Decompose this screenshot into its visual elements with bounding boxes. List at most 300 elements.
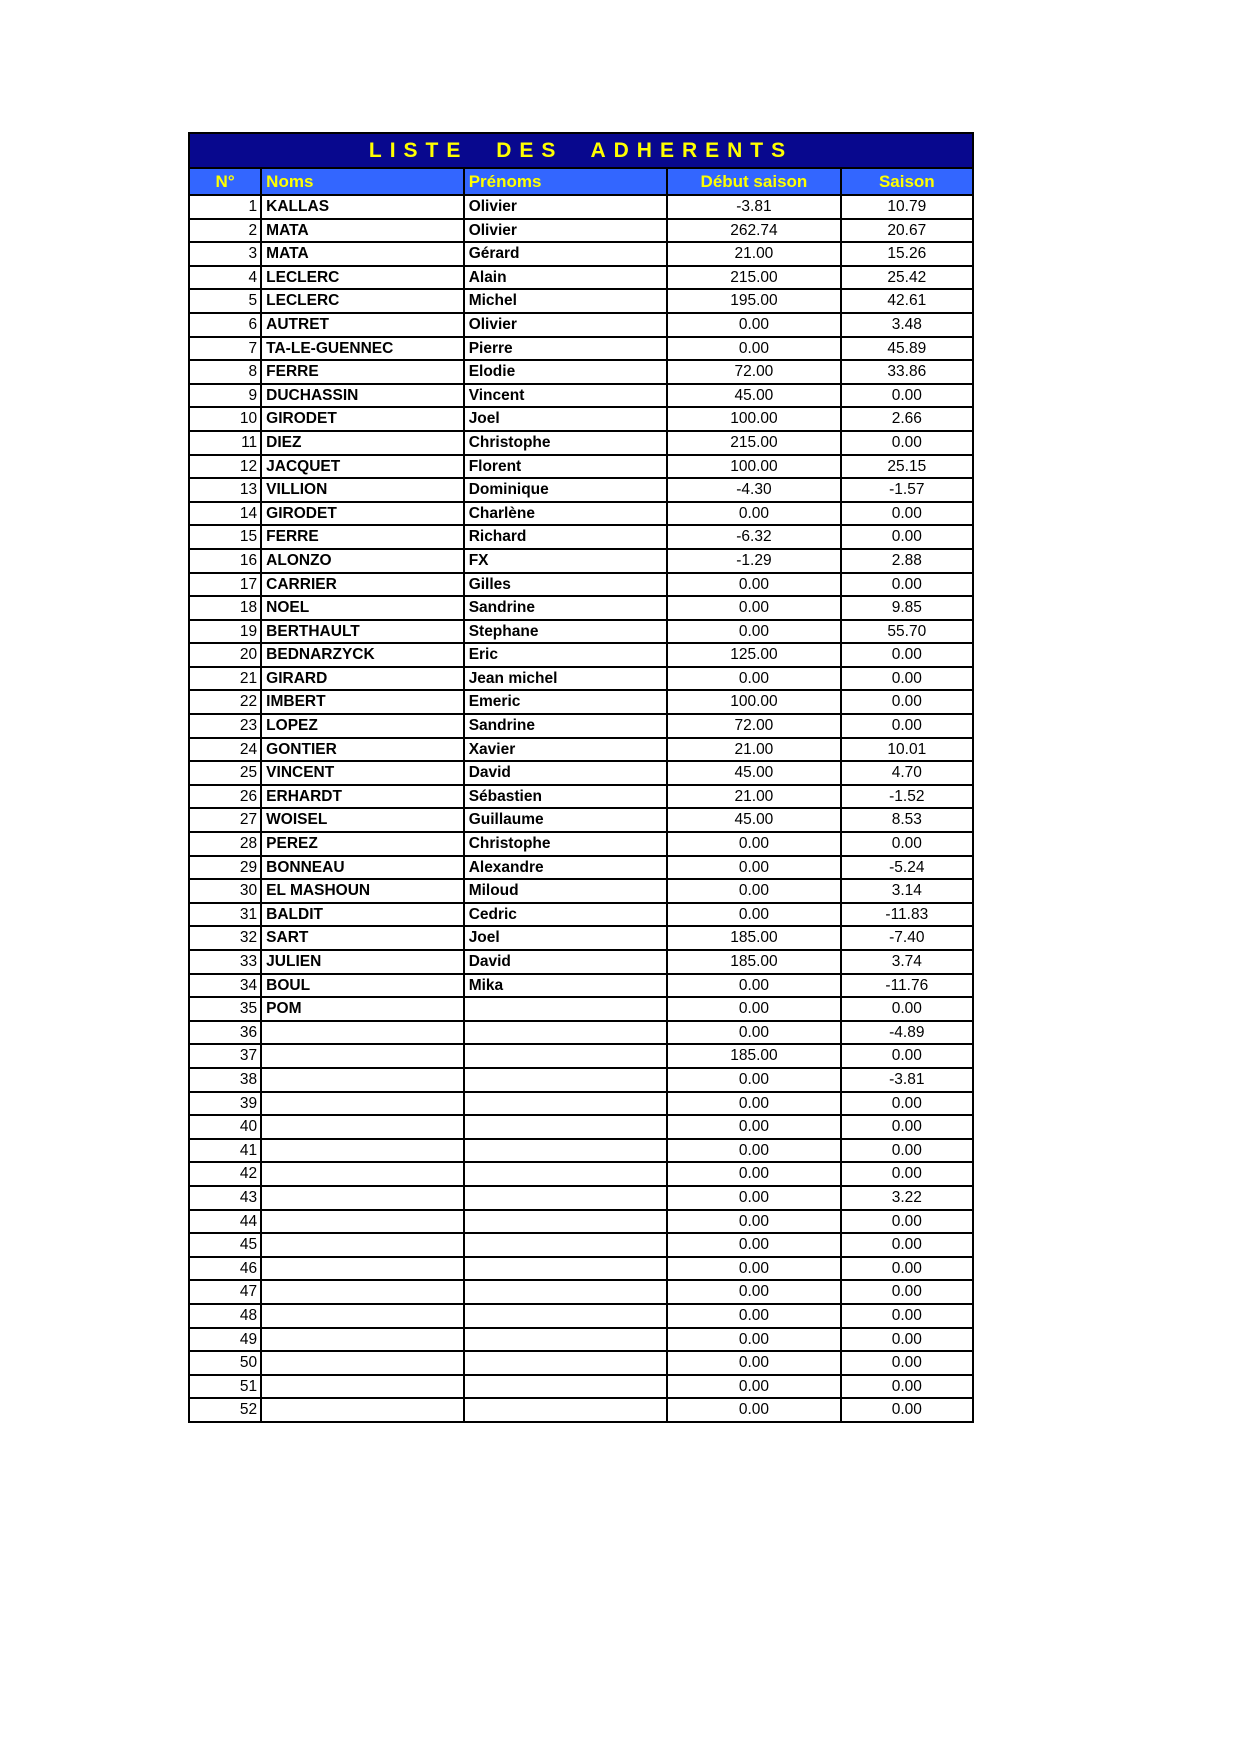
cell-debut-saison: 185.00 (667, 1044, 840, 1068)
cell-debut-saison: 0.00 (667, 1186, 840, 1210)
cell-prenom (464, 1162, 668, 1186)
table-row (189, 360, 973, 384)
cell-debut-saison: 0.00 (667, 1233, 840, 1257)
cell-saison: -11.83 (841, 903, 973, 927)
table-row (189, 384, 973, 408)
table-row (189, 455, 973, 479)
cell-numero: 10 (189, 407, 261, 431)
cell-numero: 48 (189, 1304, 261, 1328)
cell-saison: 0.00 (841, 1328, 973, 1352)
table-row (189, 1328, 973, 1352)
table-row (189, 431, 973, 455)
cell-saison: -5.24 (841, 856, 973, 880)
cell-numero: 50 (189, 1351, 261, 1375)
cell-nom: BERTHAULT (261, 620, 464, 644)
cell-prenom: David (464, 761, 668, 785)
cell-saison: 0.00 (841, 1139, 973, 1163)
cell-nom: BOUL (261, 974, 464, 998)
table-row (189, 1398, 973, 1422)
cell-saison: 25.42 (841, 266, 973, 290)
cell-saison: 9.85 (841, 596, 973, 620)
cell-debut-saison: 185.00 (667, 950, 840, 974)
cell-debut-saison: 0.00 (667, 1257, 840, 1281)
table-row (189, 1115, 973, 1139)
cell-debut-saison: 72.00 (667, 360, 840, 384)
table-row (189, 620, 973, 644)
cell-numero: 46 (189, 1257, 261, 1281)
cell-debut-saison: 0.00 (667, 1351, 840, 1375)
table-body (189, 195, 973, 1422)
cell-prenom: Florent (464, 455, 668, 479)
cell-debut-saison: 0.00 (667, 903, 840, 927)
cell-nom: EL MASHOUN (261, 879, 464, 903)
cell-debut-saison: -1.29 (667, 549, 840, 573)
cell-debut-saison: 125.00 (667, 643, 840, 667)
cell-nom (261, 1233, 464, 1257)
cell-debut-saison: 0.00 (667, 832, 840, 856)
adherents-sheet (188, 132, 974, 1423)
cell-numero: 33 (189, 950, 261, 974)
cell-saison: 33.86 (841, 360, 973, 384)
cell-prenom: Sandrine (464, 714, 668, 738)
table-row (189, 950, 973, 974)
cell-prenom (464, 1210, 668, 1234)
cell-debut-saison: 0.00 (667, 313, 840, 337)
cell-debut-saison: 0.00 (667, 1398, 840, 1422)
cell-numero: 29 (189, 856, 261, 880)
cell-prenom: Michel (464, 289, 668, 313)
cell-nom: PEREZ (261, 832, 464, 856)
cell-prenom: Vincent (464, 384, 668, 408)
cell-prenom: David (464, 950, 668, 974)
cell-nom (261, 1092, 464, 1116)
cell-saison: 0.00 (841, 690, 973, 714)
cell-debut-saison: -4.30 (667, 478, 840, 502)
cell-saison: 0.00 (841, 1351, 973, 1375)
cell-prenom: Elodie (464, 360, 668, 384)
cell-nom: FERRE (261, 360, 464, 384)
cell-numero: 45 (189, 1233, 261, 1257)
cell-saison: 0.00 (841, 1233, 973, 1257)
table-row (189, 266, 973, 290)
table-row (189, 313, 973, 337)
table-row (189, 289, 973, 313)
table-row (189, 879, 973, 903)
cell-numero: 15 (189, 525, 261, 549)
table-row (189, 1375, 973, 1399)
cell-saison: 0.00 (841, 1375, 973, 1399)
cell-nom: WOISEL (261, 808, 464, 832)
cell-saison: 4.70 (841, 761, 973, 785)
cell-numero: 51 (189, 1375, 261, 1399)
table-row (189, 1044, 973, 1068)
cell-nom: CARRIER (261, 573, 464, 597)
cell-debut-saison: 0.00 (667, 856, 840, 880)
cell-debut-saison: 0.00 (667, 1280, 840, 1304)
table-row (189, 407, 973, 431)
cell-prenom: Charlène (464, 502, 668, 526)
cell-numero: 5 (189, 289, 261, 313)
cell-prenom: Alexandre (464, 856, 668, 880)
adherents-table (188, 167, 974, 1423)
cell-nom: BONNEAU (261, 856, 464, 880)
cell-debut-saison: 45.00 (667, 808, 840, 832)
cell-saison: 10.01 (841, 738, 973, 762)
column-header-prenoms: Prénoms (464, 168, 668, 195)
cell-numero: 12 (189, 455, 261, 479)
cell-debut-saison: 0.00 (667, 1139, 840, 1163)
table-row (189, 714, 973, 738)
cell-numero: 22 (189, 690, 261, 714)
cell-prenom (464, 1044, 668, 1068)
cell-prenom: Gérard (464, 242, 668, 266)
cell-nom: NOEL (261, 596, 464, 620)
cell-prenom: Olivier (464, 195, 668, 219)
cell-numero: 24 (189, 738, 261, 762)
cell-numero: 11 (189, 431, 261, 455)
cell-nom: ALONZO (261, 549, 464, 573)
cell-saison: 3.74 (841, 950, 973, 974)
cell-prenom: Eric (464, 643, 668, 667)
table-row (189, 808, 973, 832)
cell-numero: 39 (189, 1092, 261, 1116)
cell-prenom (464, 1139, 668, 1163)
cell-saison: 20.67 (841, 219, 973, 243)
table-row (189, 1021, 973, 1045)
cell-nom: SART (261, 926, 464, 950)
cell-nom: GIRODET (261, 407, 464, 431)
cell-prenom (464, 1068, 668, 1092)
cell-prenom: Pierre (464, 337, 668, 361)
header-row (189, 168, 973, 195)
title-bar (188, 132, 974, 167)
cell-numero: 44 (189, 1210, 261, 1234)
cell-prenom: Olivier (464, 313, 668, 337)
cell-numero: 1 (189, 195, 261, 219)
cell-prenom: Jean michel (464, 667, 668, 691)
cell-prenom: Dominique (464, 478, 668, 502)
table-row (189, 596, 973, 620)
cell-numero: 32 (189, 926, 261, 950)
cell-nom: LECLERC (261, 289, 464, 313)
cell-nom (261, 1068, 464, 1092)
cell-numero: 14 (189, 502, 261, 526)
cell-prenom: Sébastien (464, 785, 668, 809)
cell-debut-saison: 45.00 (667, 761, 840, 785)
cell-saison: 0.00 (841, 997, 973, 1021)
table-row (189, 1162, 973, 1186)
cell-saison: 0.00 (841, 573, 973, 597)
cell-numero: 27 (189, 808, 261, 832)
column-header-noms: Noms (261, 168, 464, 195)
cell-saison: 8.53 (841, 808, 973, 832)
cell-debut-saison: 0.00 (667, 1162, 840, 1186)
cell-prenom (464, 1375, 668, 1399)
cell-debut-saison: 21.00 (667, 738, 840, 762)
cell-numero: 49 (189, 1328, 261, 1352)
table-row (189, 856, 973, 880)
cell-prenom: Richard (464, 525, 668, 549)
cell-saison: 0.00 (841, 525, 973, 549)
cell-saison: 0.00 (841, 1092, 973, 1116)
column-header-debut-saison: Début saison (667, 168, 840, 195)
sheet-title: LISTE DES ADHERENTS (368, 138, 794, 162)
cell-debut-saison: 0.00 (667, 502, 840, 526)
cell-nom: LECLERC (261, 266, 464, 290)
cell-saison: 0.00 (841, 667, 973, 691)
cell-numero: 47 (189, 1280, 261, 1304)
cell-prenom: Xavier (464, 738, 668, 762)
cell-debut-saison: 262.74 (667, 219, 840, 243)
cell-saison: 0.00 (841, 1304, 973, 1328)
cell-numero: 16 (189, 549, 261, 573)
table-row (189, 337, 973, 361)
cell-saison: 0.00 (841, 1280, 973, 1304)
table-row (189, 549, 973, 573)
table-row (189, 738, 973, 762)
cell-prenom: Cedric (464, 903, 668, 927)
cell-numero: 38 (189, 1068, 261, 1092)
cell-debut-saison: 72.00 (667, 714, 840, 738)
cell-prenom: Stephane (464, 620, 668, 644)
cell-saison: 15.26 (841, 242, 973, 266)
table-row (189, 690, 973, 714)
table-row (189, 974, 973, 998)
cell-debut-saison: 0.00 (667, 879, 840, 903)
cell-nom (261, 1162, 464, 1186)
table-row (189, 219, 973, 243)
cell-debut-saison: 45.00 (667, 384, 840, 408)
cell-nom: AUTRET (261, 313, 464, 337)
table-row (189, 1233, 973, 1257)
cell-debut-saison: 0.00 (667, 337, 840, 361)
cell-nom (261, 1210, 464, 1234)
cell-debut-saison: 0.00 (667, 1304, 840, 1328)
table-row (189, 832, 973, 856)
cell-saison: 0.00 (841, 1398, 973, 1422)
cell-saison: 3.14 (841, 879, 973, 903)
cell-nom (261, 1257, 464, 1281)
cell-nom: DIEZ (261, 431, 464, 455)
table-row (189, 195, 973, 219)
cell-prenom: Joel (464, 407, 668, 431)
cell-numero: 25 (189, 761, 261, 785)
cell-saison: 3.22 (841, 1186, 973, 1210)
cell-nom (261, 1044, 464, 1068)
cell-prenom (464, 1398, 668, 1422)
cell-prenom: Emeric (464, 690, 668, 714)
cell-numero: 36 (189, 1021, 261, 1045)
cell-prenom: Guillaume (464, 808, 668, 832)
cell-saison: 0.00 (841, 643, 973, 667)
cell-numero: 4 (189, 266, 261, 290)
cell-saison: 2.88 (841, 549, 973, 573)
cell-saison: 10.79 (841, 195, 973, 219)
cell-saison: 0.00 (841, 431, 973, 455)
table-row (189, 1257, 973, 1281)
cell-prenom (464, 1280, 668, 1304)
cell-prenom (464, 1328, 668, 1352)
table-row (189, 926, 973, 950)
cell-debut-saison: 0.00 (667, 620, 840, 644)
cell-numero: 13 (189, 478, 261, 502)
table-row (189, 1186, 973, 1210)
cell-debut-saison: 0.00 (667, 667, 840, 691)
cell-debut-saison: 215.00 (667, 431, 840, 455)
cell-prenom (464, 1351, 668, 1375)
cell-debut-saison: 0.00 (667, 997, 840, 1021)
table-row (189, 1280, 973, 1304)
cell-nom: JULIEN (261, 950, 464, 974)
cell-nom: VILLION (261, 478, 464, 502)
cell-debut-saison: 21.00 (667, 242, 840, 266)
cell-prenom (464, 1257, 668, 1281)
cell-nom: LOPEZ (261, 714, 464, 738)
cell-numero: 9 (189, 384, 261, 408)
cell-prenom: FX (464, 549, 668, 573)
table-row (189, 573, 973, 597)
cell-debut-saison: 0.00 (667, 974, 840, 998)
cell-prenom (464, 997, 668, 1021)
cell-numero: 6 (189, 313, 261, 337)
cell-nom (261, 1115, 464, 1139)
cell-nom: VINCENT (261, 761, 464, 785)
cell-debut-saison: 0.00 (667, 1328, 840, 1352)
cell-numero: 41 (189, 1139, 261, 1163)
table-row (189, 643, 973, 667)
cell-debut-saison: 0.00 (667, 573, 840, 597)
cell-debut-saison: 195.00 (667, 289, 840, 313)
cell-nom (261, 1021, 464, 1045)
cell-saison: 0.00 (841, 384, 973, 408)
cell-numero: 18 (189, 596, 261, 620)
cell-nom: MATA (261, 242, 464, 266)
cell-saison: 0.00 (841, 1162, 973, 1186)
table-row (189, 997, 973, 1021)
cell-debut-saison: 100.00 (667, 690, 840, 714)
cell-saison: 3.48 (841, 313, 973, 337)
cell-debut-saison: -6.32 (667, 525, 840, 549)
cell-debut-saison: 215.00 (667, 266, 840, 290)
table-row (189, 1304, 973, 1328)
cell-numero: 23 (189, 714, 261, 738)
cell-numero: 2 (189, 219, 261, 243)
cell-numero: 37 (189, 1044, 261, 1068)
column-header-saison: Saison (841, 168, 973, 195)
cell-debut-saison: 100.00 (667, 407, 840, 431)
table-row (189, 761, 973, 785)
cell-saison: 45.89 (841, 337, 973, 361)
table-row (189, 903, 973, 927)
cell-nom: GIRODET (261, 502, 464, 526)
cell-saison: -3.81 (841, 1068, 973, 1092)
cell-saison: 0.00 (841, 1210, 973, 1234)
cell-nom: BEDNARZYCK (261, 643, 464, 667)
cell-numero: 52 (189, 1398, 261, 1422)
cell-saison: 25.15 (841, 455, 973, 479)
cell-nom: ERHARDT (261, 785, 464, 809)
cell-numero: 19 (189, 620, 261, 644)
table-row (189, 242, 973, 266)
cell-prenom (464, 1021, 668, 1045)
table-row (189, 1210, 973, 1234)
cell-numero: 28 (189, 832, 261, 856)
cell-prenom (464, 1304, 668, 1328)
cell-saison: -1.57 (841, 478, 973, 502)
cell-debut-saison: 100.00 (667, 455, 840, 479)
cell-nom (261, 1328, 464, 1352)
cell-nom: KALLAS (261, 195, 464, 219)
cell-saison: 55.70 (841, 620, 973, 644)
cell-nom: FERRE (261, 525, 464, 549)
cell-nom: BALDIT (261, 903, 464, 927)
table-row (189, 1068, 973, 1092)
cell-numero: 42 (189, 1162, 261, 1186)
cell-debut-saison: 21.00 (667, 785, 840, 809)
cell-numero: 7 (189, 337, 261, 361)
cell-numero: 8 (189, 360, 261, 384)
table-row (189, 667, 973, 691)
cell-saison: 0.00 (841, 502, 973, 526)
cell-numero: 35 (189, 997, 261, 1021)
cell-numero: 40 (189, 1115, 261, 1139)
cell-saison: 2.66 (841, 407, 973, 431)
cell-debut-saison: 0.00 (667, 1092, 840, 1116)
cell-saison: 0.00 (841, 832, 973, 856)
cell-debut-saison: 0.00 (667, 1021, 840, 1045)
column-header-numero: N° (189, 168, 261, 195)
cell-prenom: Gilles (464, 573, 668, 597)
cell-prenom (464, 1186, 668, 1210)
cell-saison: -1.52 (841, 785, 973, 809)
cell-nom: JACQUET (261, 455, 464, 479)
cell-debut-saison: 0.00 (667, 1210, 840, 1234)
cell-saison: -4.89 (841, 1021, 973, 1045)
cell-saison: 0.00 (841, 714, 973, 738)
cell-saison: 42.61 (841, 289, 973, 313)
cell-nom: POM (261, 997, 464, 1021)
cell-nom: GONTIER (261, 738, 464, 762)
cell-prenom (464, 1233, 668, 1257)
cell-nom (261, 1375, 464, 1399)
cell-numero: 3 (189, 242, 261, 266)
cell-saison: -7.40 (841, 926, 973, 950)
cell-debut-saison: 0.00 (667, 1068, 840, 1092)
cell-prenom: Miloud (464, 879, 668, 903)
table-row (189, 502, 973, 526)
table-row (189, 525, 973, 549)
cell-numero: 43 (189, 1186, 261, 1210)
cell-numero: 34 (189, 974, 261, 998)
cell-nom: DUCHASSIN (261, 384, 464, 408)
cell-debut-saison: 0.00 (667, 1115, 840, 1139)
cell-nom (261, 1351, 464, 1375)
cell-numero: 20 (189, 643, 261, 667)
cell-nom: GIRARD (261, 667, 464, 691)
cell-prenom (464, 1092, 668, 1116)
cell-numero: 30 (189, 879, 261, 903)
cell-nom (261, 1280, 464, 1304)
table-row (189, 785, 973, 809)
cell-saison: 0.00 (841, 1257, 973, 1281)
cell-saison: -11.76 (841, 974, 973, 998)
cell-debut-saison: 185.00 (667, 926, 840, 950)
cell-nom: IMBERT (261, 690, 464, 714)
cell-numero: 17 (189, 573, 261, 597)
cell-nom: MATA (261, 219, 464, 243)
cell-prenom (464, 1115, 668, 1139)
table-row (189, 478, 973, 502)
